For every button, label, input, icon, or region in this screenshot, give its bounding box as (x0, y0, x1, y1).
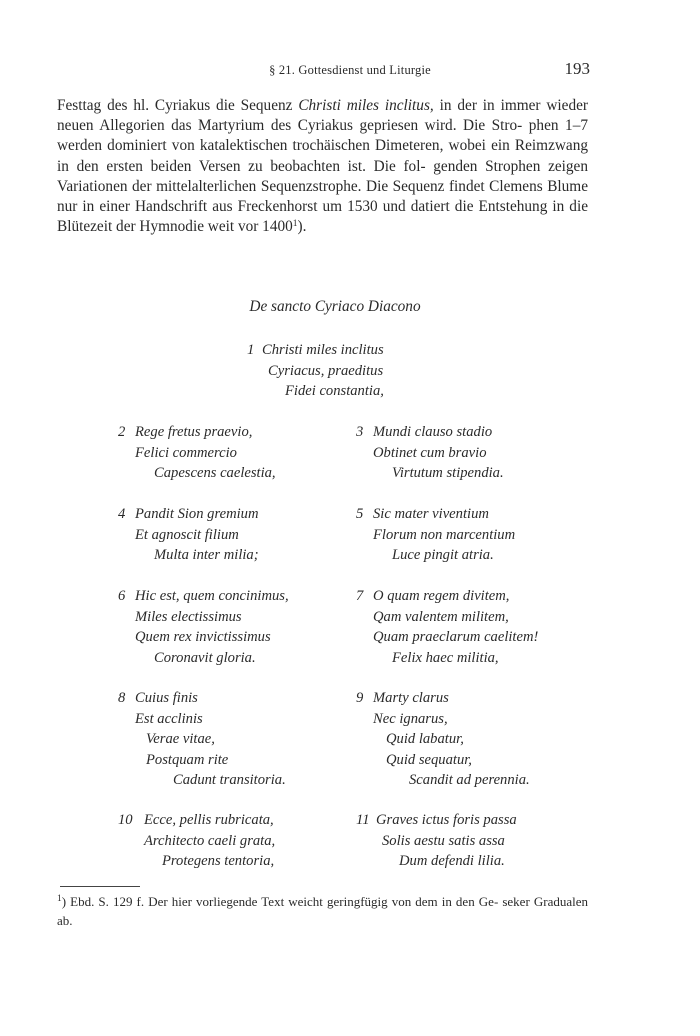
verse-line: Postquam rite (146, 751, 229, 768)
verse-line: Et agnoscit filium (135, 526, 239, 543)
stanza-number: 1 (247, 342, 255, 358)
verse-line: Christi miles inclitus (262, 342, 384, 358)
stanza-number: 4 (118, 506, 126, 522)
body-text-italic: Christi miles inclitus, (298, 97, 434, 114)
footnote-text: ) Ebd. S. 129 f. Der hier vorliegende Text weicht geringfügig von dem in den Ge- seker Gradualen ab. (57, 894, 588, 928)
verse-line: Architecto caeli grata, (144, 832, 276, 849)
verse-line: O quam regem divitem, (373, 588, 510, 604)
stanza-number: 11 (356, 812, 370, 828)
verse-line: Quid sequatur, (386, 751, 472, 768)
verse-line: Ecce, pellis rubricata, (144, 812, 274, 828)
footnote-divider (60, 886, 140, 887)
verse-line: Felix haec militia, (392, 649, 499, 666)
verse-line: Pandit Sion gremium (135, 506, 259, 522)
verse-line: Florum non marcentium (373, 526, 516, 543)
page-number: 193 (564, 59, 590, 78)
verse-line: Qam valentem militem, (373, 608, 509, 625)
verse-line: Protegens tentoria, (162, 853, 275, 869)
verse-line: Sic mater viventium (373, 506, 489, 522)
stanza-number: 7 (356, 588, 364, 604)
verse-line: Scandit ad perennia. (409, 772, 530, 788)
verse-line: Miles electissimus (135, 608, 242, 625)
stanza-number: 5 (356, 506, 364, 522)
running-head-title: § 21. Gottesdienst und Liturgie (269, 63, 431, 77)
verse-line: Capescens caelestia, (154, 465, 276, 481)
footnote-marker: 1 (57, 894, 62, 904)
verse-line: Marty clarus (373, 690, 449, 706)
body-paragraph (57, 96, 588, 237)
verse-line: Rege fretus praevio, (135, 424, 253, 440)
body-text-segment: ). (297, 218, 307, 236)
verse-line: Coronavit gloria. (154, 649, 256, 666)
stanza-number: 2 (118, 424, 126, 440)
footnote-reference[interactable]: 1 (292, 219, 298, 230)
stanza-number: 9 (356, 690, 364, 706)
verse-line: Quam praeclarum caelitem! (373, 629, 539, 645)
verse-line: Hic est, quem concinimus, (135, 588, 289, 604)
verse-line: Solis aestu satis assa (382, 832, 505, 849)
verse-line: Multa inter milia; (154, 547, 259, 563)
verse-line: Luce pingit atria. (392, 547, 494, 563)
verse-line: Virtutum stipendia. (392, 465, 504, 481)
verse-line: Cadunt transitoria. (173, 772, 286, 788)
verse-line: Verae vitae, (146, 731, 215, 747)
body-text-segment: in der in immer wieder neuen Allegorien das Martyrium des Cyriakus gepriesen wird. Die Stro- phen 1–7 werden dominiert von katalektischen trochäischen Dimeteren, wobei ein Reimzwang in den ersten beiden Versen zu beobachten ist. Die fol- genden Strophen zeigen Variationen der mittelalterlichen Sequenzstrophe. Die Sequenz findet Clemens Blume nur in einer Handschrift aus Freckenhorst um 1530 und datiert die Entstehung in die Blütezeit der Hymnodie weit vor 1400 (57, 97, 588, 236)
verse-line: Dum defendi lilia. (399, 853, 505, 869)
verse-line: Est acclinis (135, 710, 203, 727)
verse-line: Graves ictus foris passa (376, 812, 517, 828)
verse-line: Quem rex invictissimus (135, 629, 271, 645)
body-text-segment: Festtag des hl. Cyriakus die Sequenz (57, 97, 299, 114)
running-head (0, 61, 700, 81)
verse-line: Mundi clauso stadio (373, 424, 493, 440)
stanza-number: 3 (356, 424, 364, 440)
verse-line: Obtinet cum bravio (373, 444, 487, 461)
verse-line: Quid labatur, (386, 731, 464, 747)
footnote (57, 893, 588, 930)
verse-line: Fidei constantia, (285, 383, 384, 399)
verse-line: Cyriacus, praeditus (268, 362, 384, 379)
verse-line: Nec ignarus, (373, 710, 448, 727)
stanza-number: 8 (118, 690, 126, 706)
verse-line: Felici commercio (135, 444, 237, 461)
poem-title: De sancto Cyriaco Diacono (249, 298, 421, 315)
stanza-number: 6 (118, 588, 126, 604)
stanza-number: 10 (118, 812, 133, 828)
verse-line: Cuius finis (135, 690, 198, 706)
